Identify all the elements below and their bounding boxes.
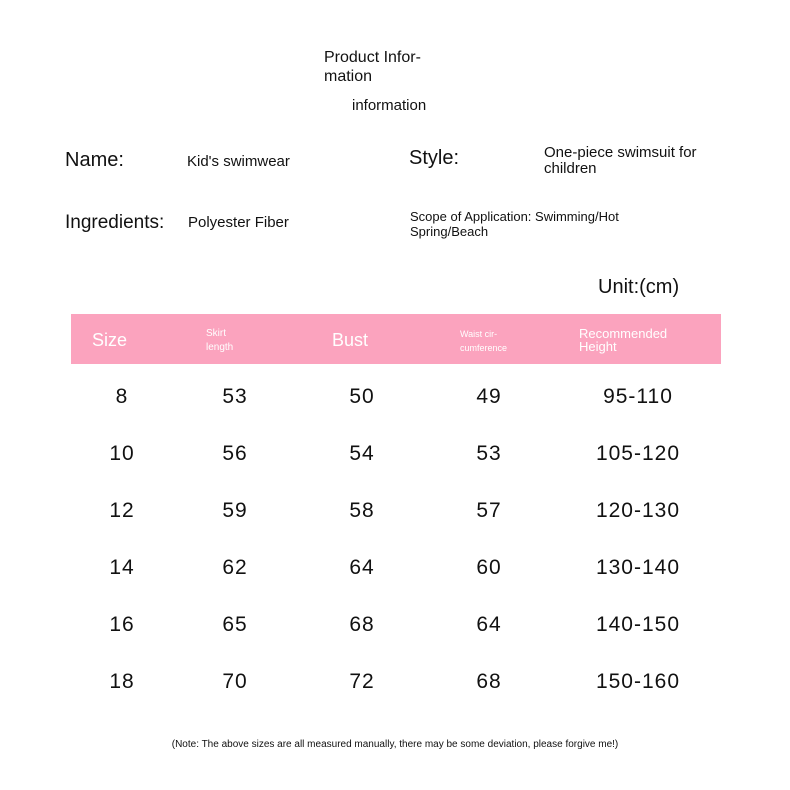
table-cell: 62	[222, 556, 248, 579]
table-cell: 58	[349, 499, 375, 522]
table-cell: 59	[222, 499, 248, 522]
name-value: Kid's swimwear	[187, 153, 290, 170]
table-cell: 68	[476, 670, 502, 693]
table-cell: 18	[109, 670, 135, 693]
scope-value: Scope of Application: Swimming/Hot Spring/Beach	[410, 209, 619, 239]
table-cell: 140-150	[595, 613, 681, 636]
header-waist: Waist cir- cumference	[460, 329, 508, 353]
header-recommended-height: Recommended Height	[579, 326, 668, 354]
ingredients-value: Polyester Fiber	[188, 214, 289, 231]
table-cell: 60	[476, 556, 502, 579]
header-skirt-length: Skirt length	[206, 328, 234, 353]
table-cell: 53	[222, 385, 248, 408]
table-cell: 16	[109, 613, 135, 636]
table-cell: 95-110	[603, 385, 673, 408]
table-cell: 56	[222, 442, 248, 465]
table-cell: 54	[349, 442, 375, 465]
table-cell: 150-160	[595, 670, 681, 693]
table-cell: 130-140	[595, 556, 681, 579]
header-size: Size	[92, 330, 128, 350]
table-cell: 49	[476, 385, 502, 408]
table-cell: 14	[109, 556, 135, 579]
style-value: One-piece swimsuit for children	[544, 144, 697, 177]
name-label: Name:	[65, 149, 124, 171]
table-cell: 50	[349, 385, 375, 408]
table-cell: 105-120	[595, 442, 681, 465]
table-cell: 12	[109, 499, 135, 522]
footnote: (Note: The above sizes are all measured manually, there may be some deviation, please forgive me!)	[171, 739, 619, 750]
table-cell: 72	[349, 670, 375, 693]
table-cell: 8	[115, 385, 129, 408]
table-cell: 53	[476, 442, 502, 465]
table-cell: 65	[222, 613, 248, 636]
table-cell: 64	[476, 613, 502, 636]
table-cell: 57	[476, 499, 502, 522]
page-subtitle: information	[352, 97, 427, 114]
table-cell: 70	[222, 670, 248, 693]
size-table-header	[71, 314, 721, 364]
table-cell: 64	[349, 556, 375, 579]
table-cell: 10	[109, 442, 135, 465]
page-title: Product Infor- mation	[324, 49, 421, 85]
table-cell: 68	[349, 613, 375, 636]
unit-label: Unit:(cm)	[598, 276, 680, 298]
ingredients-label: Ingredients:	[65, 212, 165, 233]
style-label: Style:	[409, 147, 460, 169]
table-cell: 120-130	[595, 499, 681, 522]
header-bust: Bust	[332, 330, 369, 350]
